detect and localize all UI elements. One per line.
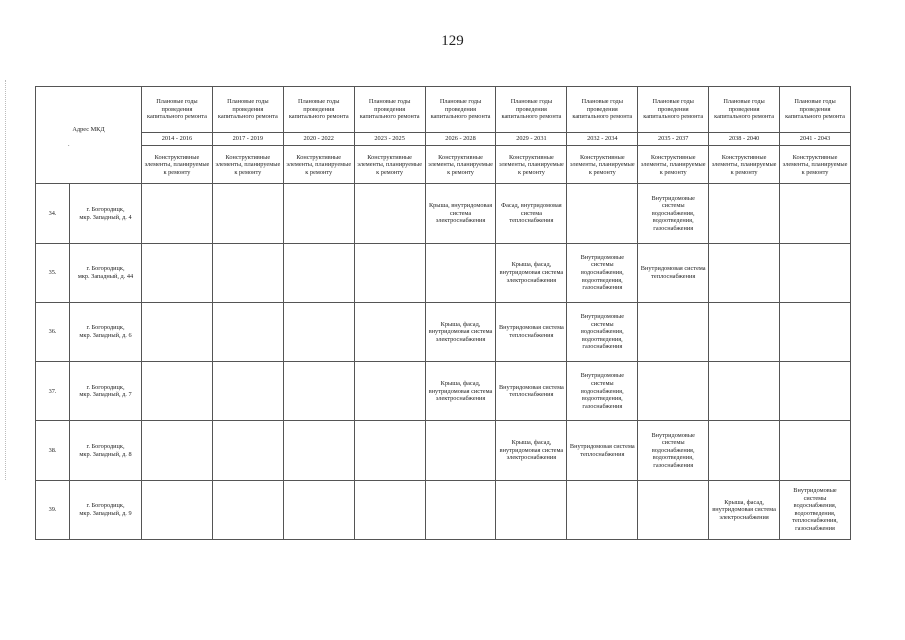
table-row [36,362,851,421]
table-row [36,421,851,480]
repair-cell [709,184,780,243]
repair-cell [212,184,283,243]
repair-cell [142,184,213,243]
plan-years-header: Плановые годы проведения капитального ремонта [212,87,283,133]
row-address [70,480,142,539]
row-address [70,302,142,361]
row-address [70,243,142,302]
period-header: 2026 - 2028 [425,133,496,146]
period-header: 2014 - 2016 [142,133,213,146]
repair-cell [709,421,780,480]
scan-margin-marks [5,80,8,480]
address-street: мкр. Западный, д. 7 [79,391,132,399]
plan-years-header: Плановые годы проведения капитального ремонта [638,87,709,133]
repair-cell [496,480,567,539]
repair-cell [780,362,851,421]
plan-years-header: Плановые годы проведения капитального ремонта [142,87,213,133]
repair-cell [354,421,425,480]
address-header-dot: . [68,141,70,149]
capital-repair-plan-table [35,86,851,540]
repair-cell [142,302,213,361]
repair-cell [212,302,283,361]
repair-cell [354,302,425,361]
row-address [70,184,142,243]
repair-cell [354,480,425,539]
repair-cell: Внутридомовые системы водоснабжения, водоотведения, газоснабжения [567,362,638,421]
plan-years-header: Плановые годы проведения капитального ремонта [496,87,567,133]
repair-cell: Внутридомовые системы водоснабжения, водоотведения, газоснабжения [638,421,709,480]
elements-header: Конструктивные элементы, планируемые к ремонту [780,146,851,184]
repair-cell [283,302,354,361]
elements-header: Конструктивные элементы, планируемые к ремонту [425,146,496,184]
plan-years-header: Плановые годы проведения капитального ремонта [709,87,780,133]
period-header: 2017 - 2019 [212,133,283,146]
plan-years-header: Плановые годы проведения капитального ремонта [780,87,851,133]
repair-cell [283,362,354,421]
row-number: 35. [36,243,70,302]
repair-cell [212,421,283,480]
repair-cell [354,362,425,421]
repair-cell [780,184,851,243]
repair-cell: Внутридомовая система теплоснабжения [496,362,567,421]
plan-years-header: Плановые годы проведения капитального ремонта [567,87,638,133]
repair-cell [212,480,283,539]
repair-cell [567,184,638,243]
header-row-elements [36,146,851,184]
repair-cell [425,480,496,539]
page-number: 129 [441,33,464,49]
elements-header: Конструктивные элементы, планируемые к ремонту [142,146,213,184]
repair-cell [142,421,213,480]
address-street: мкр. Западный, д. 6 [79,332,132,340]
address-street: мкр. Западный, д. 8 [79,450,132,458]
repair-cell [142,362,213,421]
repair-cell [638,362,709,421]
period-header: 2032 - 2034 [567,133,638,146]
repair-cell: Внутридомовые системы водоснабжения, водоотведения, газоснабжения [567,302,638,361]
period-header: 2020 - 2022 [283,133,354,146]
row-number: 39. [36,480,70,539]
address-street: мкр. Западный, д. 44 [77,272,134,280]
repair-cell: Внутридомовые системы водоснабжения, водоотведения, теплоснабжения, газоснабжения [780,480,851,539]
repair-cell: Фасад, внутридомовая система теплоснабжения [496,184,567,243]
repair-cell [638,480,709,539]
row-number: 37. [36,362,70,421]
repair-cell [283,480,354,539]
repair-cell [354,184,425,243]
period-header: 2041 - 2043 [780,133,851,146]
repair-cell [780,302,851,361]
repair-cell: Внутридомовые системы водоснабжения, водоотведения, газоснабжения [567,243,638,302]
header-row-periods [36,133,851,146]
row-number: 34. [36,184,70,243]
repair-cell [142,243,213,302]
repair-cell [709,243,780,302]
elements-header: Конструктивные элементы, планируемые к ремонту [709,146,780,184]
row-number: 38. [36,421,70,480]
address-city: г. Богородицк, [86,265,125,273]
repair-cell: Крыша, фасад, внутридомовая система электроснабжения [496,421,567,480]
address-street: мкр. Западный, д. 4 [79,213,132,221]
header-row-plan-years [36,87,851,133]
repair-cell [425,243,496,302]
repair-cell [354,243,425,302]
address-header-cell [36,87,142,184]
repair-cell [283,184,354,243]
plan-table-body [36,87,851,540]
plan-years-header: Плановые годы проведения капитального ремонта [283,87,354,133]
repair-cell [709,302,780,361]
repair-cell [567,480,638,539]
address-city: г. Богородицк, [86,442,125,450]
repair-cell: Крыша, фасад, внутридомовая система электроснабжения [425,302,496,361]
elements-header: Конструктивные элементы, планируемые к ремонту [638,146,709,184]
repair-cell: Крыша, фасад, внутридомовая система электроснабжения [425,362,496,421]
repair-cell: Внутридомовые системы водоснабжения, водоотведения, газоснабжения [638,184,709,243]
period-header: 2035 - 2037 [638,133,709,146]
repair-cell [212,362,283,421]
repair-cell [142,480,213,539]
repair-cell [283,243,354,302]
repair-cell [780,421,851,480]
table-row [36,302,851,361]
table-row [36,243,851,302]
repair-cell: Крыша, внутридомовая система электроснабжения [425,184,496,243]
period-header: 2023 - 2025 [354,133,425,146]
repair-cell [638,302,709,361]
address-city: г. Богородицк, [86,205,125,213]
elements-header: Конструктивные элементы, планируемые к ремонту [354,146,425,184]
address-header: Адрес МКД [72,125,105,133]
row-number: 36. [36,302,70,361]
address-city: г. Богородицк, [86,383,125,391]
repair-cell: Внутридомовая система теплоснабжения [567,421,638,480]
plan-years-header: Плановые годы проведения капитального ремонта [425,87,496,133]
repair-cell: Внутридомовая система теплоснабжения [496,302,567,361]
repair-cell: Внутридомовая система теплоснабжения [638,243,709,302]
row-address [70,362,142,421]
repair-cell: Крыша, фасад, внутридомовая система электроснабжения [496,243,567,302]
plan-years-header: Плановые годы проведения капитального ремонта [354,87,425,133]
elements-header: Конструктивные элементы, планируемые к ремонту [496,146,567,184]
period-header: 2038 - 2040 [709,133,780,146]
elements-header: Конструктивные элементы, планируемые к ремонту [212,146,283,184]
address-city: г. Богородицк, [86,502,125,510]
row-address [70,421,142,480]
repair-cell [780,243,851,302]
elements-header: Конструктивные элементы, планируемые к ремонту [567,146,638,184]
address-city: г. Богородицк, [86,324,125,332]
table-row [36,184,851,243]
period-header: 2029 - 2031 [496,133,567,146]
repair-cell [425,421,496,480]
address-street: мкр. Западный, д. 9 [79,509,132,517]
elements-header: Конструктивные элементы, планируемые к ремонту [283,146,354,184]
repair-cell [709,362,780,421]
table-row [36,480,851,539]
repair-cell [212,243,283,302]
repair-cell [283,421,354,480]
repair-cell: Крыша, фасад, внутридомовая система электроснабжения [709,480,780,539]
